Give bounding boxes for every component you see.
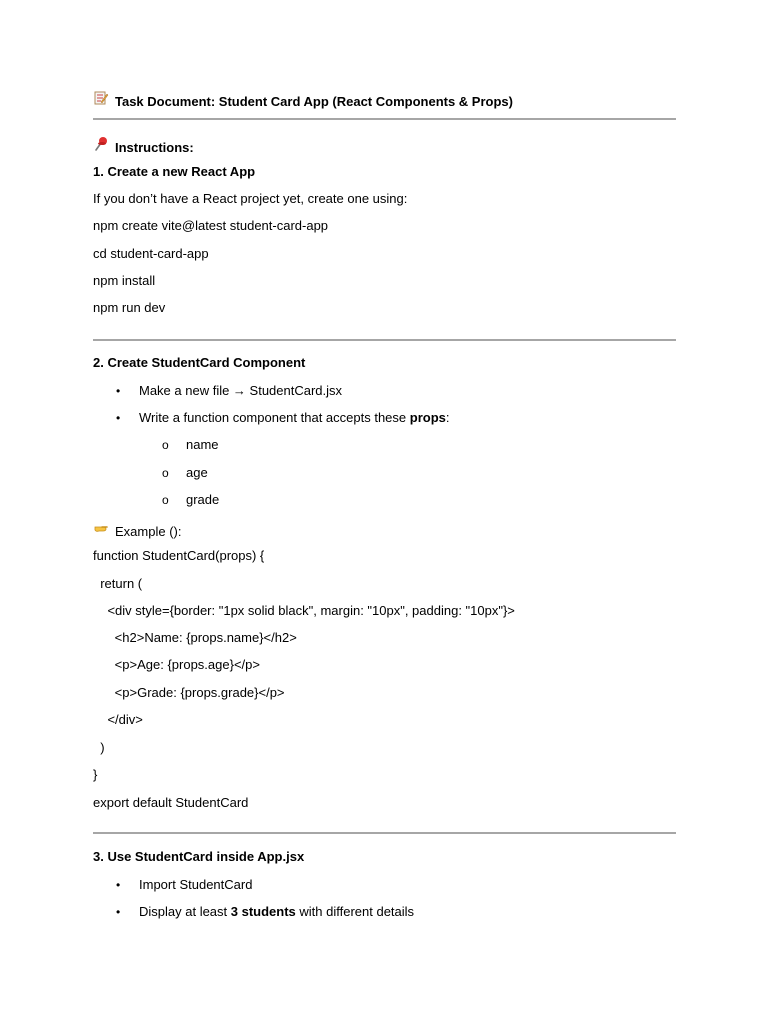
section-divider xyxy=(93,118,676,120)
sub-list-item: name xyxy=(186,437,219,452)
list-item-text: with different details xyxy=(295,904,415,919)
example-label xyxy=(93,520,181,540)
code-line: return ( xyxy=(93,576,143,591)
pushpin-icon xyxy=(93,136,109,156)
example-label-text: Example (): xyxy=(115,524,182,539)
section-divider xyxy=(93,832,676,834)
bullet-marker: • xyxy=(116,411,121,425)
sub-list-item: grade xyxy=(186,492,220,507)
step2-heading: 2. Create StudentCard Component xyxy=(93,355,306,370)
code-line: function StudentCard(props) { xyxy=(93,548,265,563)
code-line: <div style={border: "1px solid black", margin: "10px", padding: "10px"}> xyxy=(93,603,515,618)
instructions-heading xyxy=(93,136,194,156)
code-line: } xyxy=(93,767,98,782)
command-line: npm install xyxy=(93,273,156,288)
sub-list-item: age xyxy=(186,465,208,480)
memo-icon xyxy=(93,90,109,110)
code-line: <p>Age: {props.age}</p> xyxy=(93,657,260,672)
step3-heading: 3. Use StudentCard inside App.jsx xyxy=(93,849,305,864)
students-count: 3 students xyxy=(230,904,296,919)
code-line: <p>Grade: {props.grade}</p> xyxy=(93,685,285,700)
list-item-text: Write a function component that accepts these xyxy=(139,410,410,425)
sub-bullet-marker: o xyxy=(162,493,169,507)
section-divider xyxy=(93,339,676,341)
document-title-text: Task Document: Student Card App (React Components & Props) xyxy=(115,94,513,109)
props-colon: : xyxy=(445,410,450,425)
code-line: ) xyxy=(93,740,105,755)
pointing-hand-icon xyxy=(93,520,109,540)
step1-heading: 1. Create a new React App xyxy=(93,164,256,179)
code-line: </div> xyxy=(93,712,143,727)
bullet-marker: • xyxy=(116,905,121,919)
command-line: npm create vite@latest student-card-app xyxy=(93,218,329,233)
list-item: Make a new file → StudentCard.jsx xyxy=(139,383,343,398)
sub-bullet-marker: o xyxy=(162,466,169,480)
code-line: <h2>Name: {props.name}</h2> xyxy=(93,630,297,645)
props-keyword: props xyxy=(409,410,446,425)
list-item xyxy=(139,410,450,426)
document-title xyxy=(93,90,513,110)
code-line: export default StudentCard xyxy=(93,795,249,810)
bullet-marker: • xyxy=(116,384,121,398)
bullet-marker: • xyxy=(116,878,121,892)
step1-intro: If you don’t have a React project yet, create one using: xyxy=(93,191,408,206)
command-line: npm run dev xyxy=(93,300,166,315)
instructions-heading-text: Instructions: xyxy=(115,140,194,155)
list-item-text: Display at least xyxy=(139,904,231,919)
list-item: Import StudentCard xyxy=(139,877,253,892)
sub-bullet-marker: o xyxy=(162,438,169,452)
list-item xyxy=(139,904,414,920)
command-line: cd student-card-app xyxy=(93,246,209,261)
